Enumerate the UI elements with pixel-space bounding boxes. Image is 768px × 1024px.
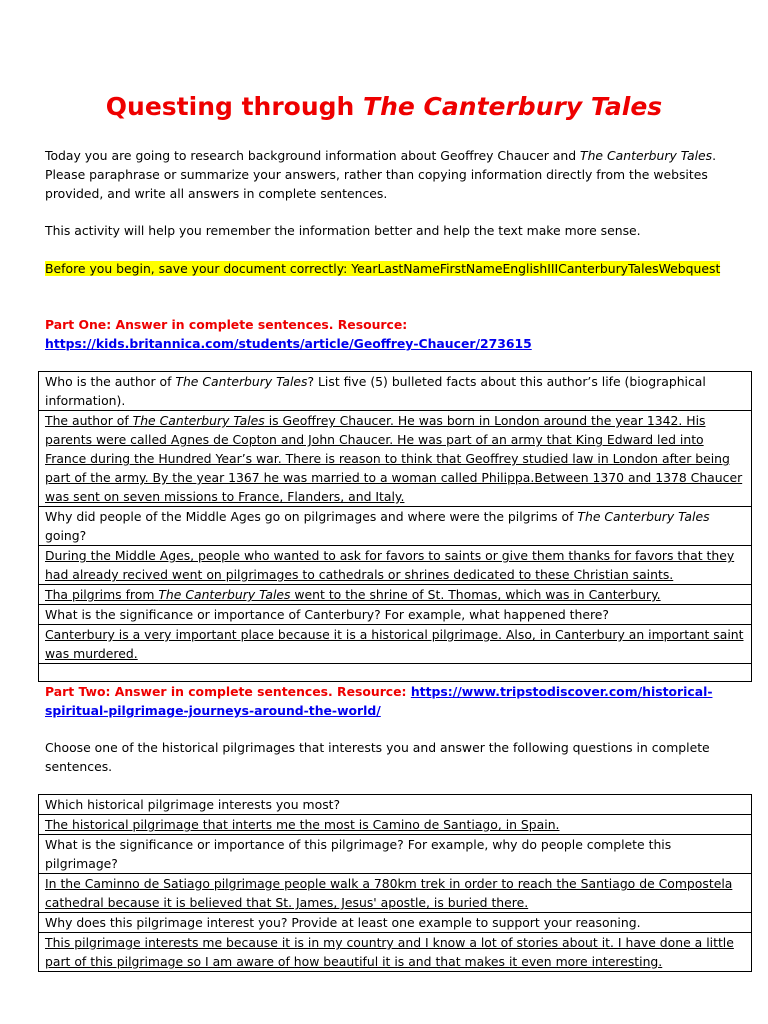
answer-cell[interactable]: This pilgrimage interests me because it is in my country and I know a lot of stories about it. I have done a little part of this pilgrimage so I am aware of how beautiful it is and that makes it even more interesting. [39,933,752,972]
answer-cell[interactable]: Canterbury is a very important place because it is a historical pilgrimage. Also, in Canterbury an important saint was murdered. [39,625,752,664]
question-italic: The Canterbury Tales [577,509,710,524]
table-row [39,372,752,411]
save-instruction-highlight: Before you begin, save your document correctly: YearLastNameFirstNameEnglishIIICanterburyTalesWebquest [45,261,721,276]
table-row [39,664,752,682]
table-row [39,913,752,933]
save-instruction [45,259,735,278]
question-cell[interactable] [39,507,752,546]
intro-text: Today you are going to research background information about Geoffrey Chaucer and [45,148,581,163]
question-cell[interactable] [39,372,752,411]
activity-note: This activity will help you remember the information better and help the text make more sense. [45,223,641,238]
page-title [0,92,768,121]
table-row [39,625,752,664]
part-one-label: Part One: Answer in complete sentences. Resource: [45,317,408,332]
part-two-label: Part Two: Answer in complete sentences. Resource: [45,684,411,699]
table-row [39,874,752,913]
answer-italic: The Canterbury Tales [132,413,265,428]
part-two-resource-link[interactable]: https://www.tripstodiscover.com/historical-spiritual-pilgrimage-journeys-around-the-world/ [45,684,713,718]
part-two-heading [45,682,735,720]
part-one-heading [45,315,735,353]
answer-cell[interactable]: In the Caminno de Satiago pilgrimage people walk a 780km trek in order to reach the Santiago de Compostela cathedral because it is believed that St. James, Jesus' apostle, is buried there. [39,874,752,913]
question-text: Who is the author of [45,374,176,389]
intro-text-end: . Please paraphrase or summarize your answers, rather than copying information directly from the websites provided, and write all answers in complete sentences. [45,148,717,201]
title-italic: The Canterbury Tales [363,92,663,121]
answer-italic: The Canterbury Tales [158,587,291,602]
answer-cell[interactable] [39,585,752,605]
intro-paragraph [45,146,735,203]
part-two-table [38,794,752,972]
table-row [39,605,752,625]
blank-answer-cell[interactable] [39,664,752,682]
question-cell[interactable]: What is the significance or importance of Canterbury? For example, what happened there? [39,605,752,625]
part-two-intro: Choose one of the historical pilgrimages that interests you and answer the following questions in complete sentences. [45,740,710,774]
answer-cell[interactable] [39,411,752,507]
title-main: Questing through [105,92,364,121]
table-row [39,585,752,605]
question-cell[interactable]: What is the significance or importance of this pilgrimage? For example, why do people complete this pilgrimage? [39,835,752,874]
part-one-table [38,371,752,682]
table-row [39,835,752,874]
question-cell[interactable]: Why does this pilgrimage interest you? Provide at least one example to support your reasoning. [39,913,752,933]
table-row [39,546,752,585]
question-text: Why did people of the Middle Ages go on pilgrimages and where were the pilgrims of [45,509,578,524]
table-row [39,411,752,507]
question-italic: The Canterbury Tales [175,374,308,389]
table-row [39,815,752,835]
question-text-end: going? [45,528,87,543]
intro-italic: The Canterbury Tales [580,148,713,163]
answer-text: Tha pilgrims from [45,587,159,602]
part-one-resource-link[interactable]: https://kids.britannica.com/students/article/Geoffrey-Chaucer/273615 [45,336,532,351]
answer-cell[interactable]: The historical pilgrimage that interts me the most is Camino de Santiago, in Spain. [39,815,752,835]
answer-cell[interactable]: During the Middle Ages, people who wanted to ask for favors to saints or give them thanks for favors that they had already recived went on pilgrimages to cathedrals or shrines dedicated to these Christian saints. [39,546,752,585]
answer-text: The author of [45,413,133,428]
answer-text-end: went to the shrine of St. Thomas, which was in Canterbury. [290,587,661,602]
table-row [39,933,752,972]
table-row [39,795,752,815]
answer-text-end: is Geoffrey Chaucer. He was born in London around the year 1342. His parents were called Agnes de Copton and John Chaucer. He was part of an army that King Edward led into France during the Hundred Year’s war. There is reason to think that Geoffrey studied law in London after being part of the army. By the year 1367 he was married to a woman called Philippa.Between 1370 and 1378 Chaucer was sent on seven missions to France, Flanders, and Italy. [45,413,743,504]
question-text-end: ? List five (5) bulleted facts about this author’s life (biographical information). [45,374,706,408]
table-row [39,507,752,546]
question-cell[interactable]: Which historical pilgrimage interests you most? [39,795,752,815]
